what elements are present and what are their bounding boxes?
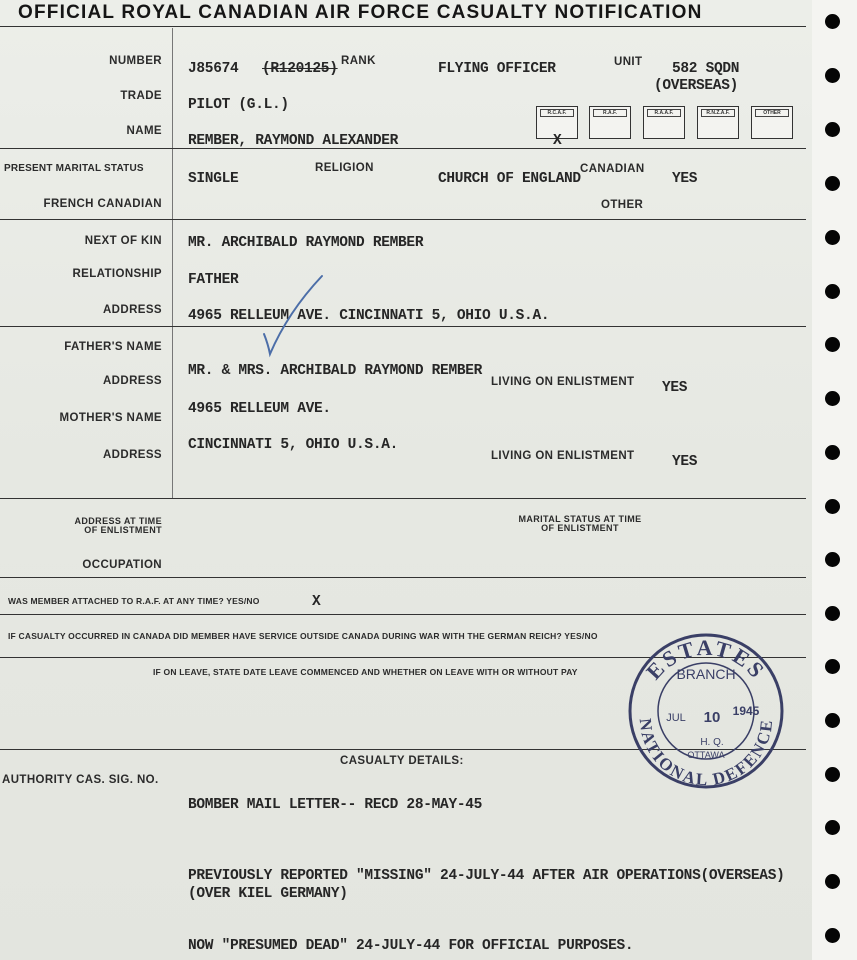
occupation-label: OCCUPATION [82, 559, 162, 571]
canadian-label: CANADIAN [580, 163, 645, 175]
casualty-detail-3: NOW "PRESUMED DEAD" 24-JULY-44 FOR OFFICIAL PURPOSES. [188, 938, 634, 954]
perforated-margin [812, 0, 857, 960]
mother-living-value: YES [672, 454, 698, 470]
svg-text:ESTATES: ESTATES [641, 634, 772, 685]
trade-label: TRADE [120, 90, 162, 102]
stamp-year: 1945 [732, 704, 760, 718]
stamp-branch: BRANCH [676, 666, 736, 682]
divider [0, 577, 806, 578]
relationship-value: FATHER [188, 272, 239, 288]
attached-raf-mark: X [312, 594, 321, 610]
punch-hole [825, 68, 840, 83]
punch-hole [825, 606, 840, 621]
casualty-detail-1: BOMBER MAIL LETTER-- RECD 28-MAY-45 [188, 797, 483, 813]
divider [0, 614, 806, 615]
address-at-enlistment-label: ADDRESS AT TIME OF ENLISTMENT [74, 516, 162, 535]
parents-address-line2: CINCINNATI 5, OHIO U.S.A. [188, 437, 399, 453]
parents-names-value: MR. & MRS. ARCHIBALD RAYMOND REMBER [188, 363, 483, 379]
unit-label: UNIT [614, 56, 643, 68]
outside-canada-question: IF CASUALTY OCCURRED IN CANADA DID MEMBER HAVE SERVICE OUTSIDE CANADA DURING WAR WITH THE GERMAN REICH? YES/NO [8, 631, 598, 641]
nok-address-label: ADDRESS [102, 304, 162, 316]
stamp-month: JUL [666, 712, 686, 724]
casualty-detail-2b: (OVER KIEL GERMANY) [188, 886, 348, 902]
marital-status-label: PRESENT MARITAL STATUS [4, 163, 144, 174]
unit-value-overseas: (OVERSEAS) [654, 78, 739, 94]
number-label: NUMBER [109, 55, 162, 67]
service-number: J85674 [188, 61, 239, 77]
name-label: NAME [126, 125, 162, 137]
on-leave-question: IF ON LEAVE, STATE DATE LEAVE COMMENCED AND WHETHER ON LEAVE WITH OR WITHOUT PAY [153, 667, 578, 677]
punch-hole [825, 713, 840, 728]
casualty-details-label: CASUALTY DETAILS: [340, 755, 464, 767]
nok-address-value: 4965 RELLEUM AVE. CINCINNATI 5, OHIO U.S.A. [188, 308, 550, 324]
rank-label: RANK [341, 55, 376, 67]
punch-hole [825, 176, 840, 191]
punch-hole [825, 230, 840, 245]
stamp-hq: H. Q. [700, 737, 724, 748]
form-title: OFFICIAL ROYAL CANADIAN AIR FORCE CASUALTY NOTIFICATION [18, 2, 703, 23]
punch-hole [825, 122, 840, 137]
other-label: OTHER [601, 199, 644, 211]
punch-hole [825, 928, 840, 943]
punch-hole [825, 337, 840, 352]
punch-hole [825, 445, 840, 460]
svg-text:NATIONAL DEFENCE: NATIONAL DEFENCE [635, 717, 777, 790]
member-name: REMBER, RAYMOND ALEXANDER [188, 133, 399, 149]
rcaf-mark: X [553, 133, 562, 149]
father-address-label: ADDRESS [102, 375, 162, 387]
trade-value: PILOT (G.L.) [188, 97, 289, 113]
divider [0, 326, 806, 327]
marital-at-enlistment-label: MARITAL STATUS AT TIME OF ENLISTMENT [518, 514, 642, 533]
stamp-city: OTTAWA [687, 750, 725, 760]
attached-raf-question: WAS MEMBER ATTACHED TO R.A.F. AT ANY TIME? YES/NO [8, 596, 260, 606]
punch-hole [825, 820, 840, 835]
estates-branch-stamp [626, 631, 786, 791]
stamp-day: 10 [703, 709, 721, 726]
label-column-divider [172, 28, 173, 498]
divider [0, 498, 806, 499]
old-service-number: (R120125) [262, 61, 338, 77]
father-living-value: YES [662, 380, 688, 396]
service-box-raaf: R.A.A.F. [643, 106, 685, 139]
unit-value: 582 SQDN [672, 61, 740, 77]
canadian-value: YES [672, 171, 698, 187]
punch-hole [825, 284, 840, 299]
divider [0, 219, 806, 220]
punch-hole [825, 391, 840, 406]
casualty-detail-2a: PREVIOUSLY REPORTED "MISSING" 24-JULY-44 AFTER AIR OPERATIONS(OVERSEAS) [188, 868, 785, 884]
rank-value: FLYING OFFICER [438, 61, 556, 77]
religion-label: RELIGION [315, 162, 374, 174]
service-box-rnzaf: R.N.Z.A.F. [697, 106, 739, 139]
service-box-rcaf: R.C.A.F. [536, 106, 578, 139]
punch-hole [825, 499, 840, 514]
parents-address-line1: 4965 RELLEUM AVE. [188, 401, 331, 417]
authority-label: AUTHORITY CAS. SIG. NO. [2, 774, 159, 786]
next-of-kin-label: NEXT OF KIN [84, 235, 162, 247]
punch-hole [825, 874, 840, 889]
french-canadian-label: FRENCH CANADIAN [43, 198, 162, 210]
father-living-label: LIVING ON ENLISTMENT [491, 376, 635, 388]
mothers-name-label: MOTHER'S NAME [59, 412, 162, 424]
divider [0, 148, 806, 149]
punch-hole [825, 767, 840, 782]
service-box-other: OTHER [751, 106, 793, 139]
mother-living-label: LIVING ON ENLISTMENT [491, 450, 635, 462]
marital-status-value: SINGLE [188, 171, 239, 187]
check-mark-icon [258, 272, 328, 362]
religion-value: CHURCH OF ENGLAND [438, 171, 581, 187]
punch-hole [825, 659, 840, 674]
punch-hole [825, 552, 840, 567]
fathers-name-label: FATHER'S NAME [64, 341, 162, 353]
divider [0, 26, 806, 27]
service-box-raf: R.A.F. [589, 106, 631, 139]
mother-address-label: ADDRESS [102, 449, 162, 461]
next-of-kin-value: MR. ARCHIBALD RAYMOND REMBER [188, 235, 424, 251]
punch-hole [825, 14, 840, 29]
relationship-label: RELATIONSHIP [72, 268, 162, 280]
